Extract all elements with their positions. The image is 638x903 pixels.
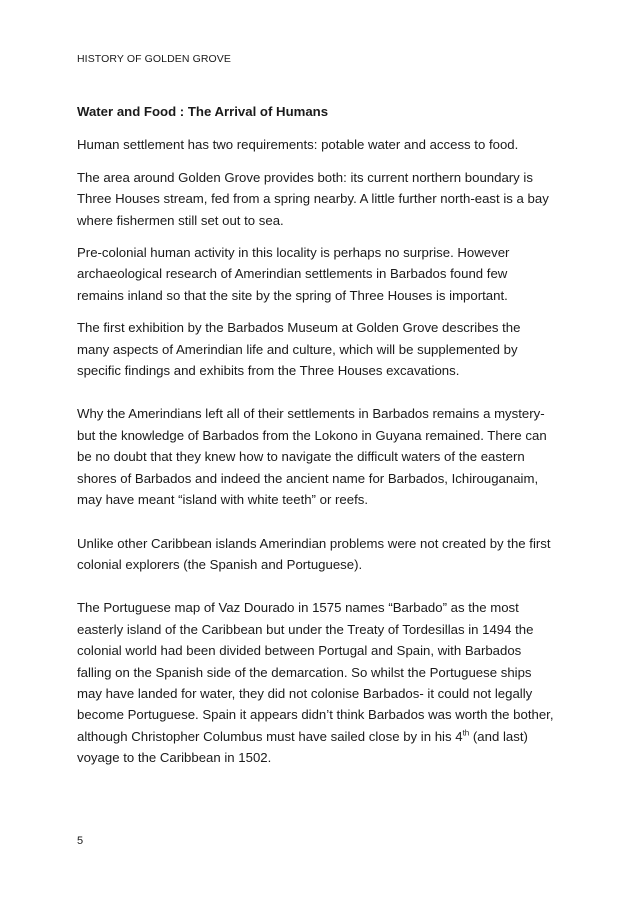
paragraph: The area around Golden Grove provides both: its current northern boundary is Three Houses stream, fed from a spring nearby. A little further north-east is a bay where fishermen still set out to sea. [77, 169, 549, 228]
paragraph: The first exhibition by the Barbados Museum at Golden Grove describes the many aspects of Amerindian life and culture, which will be supplemented by specific findings and exhibits from the Three Houses excavations. [77, 320, 521, 379]
page-number: 5 [77, 835, 84, 847]
section-heading: Water and Food : The Arrival of Humans [77, 104, 329, 119]
running-header: HISTORY OF GOLDEN GROVE [77, 53, 232, 65]
paragraph: Human settlement has two requirements: potable water and access to food. [77, 137, 519, 153]
paragraph: Why the Amerindians left all of their settlements in Barbados remains a mystery- but the knowledge of Barbados from the Lokono in Guyana remained. There can be no doubt that they knew how to navigate the difficult waters of the eastern shores of Barbados and indeed the ancient name for Barbados, Ichirouganaim, may have meant “island with white teeth” or reefs. [77, 406, 547, 508]
paragraph: Pre-colonial human activity in this locality is perhaps no surprise. However archaeological research of Amerindian settlements in Barbados found few remains inland so that the site by the spring of Three Houses is important. [77, 245, 510, 303]
paragraph-text-end: (and last) voyage to the Caribbean in 1502. [77, 728, 528, 766]
document-body [77, 101, 555, 769]
ordinal-superscript: th [462, 728, 470, 738]
paragraph-final [77, 597, 555, 768]
paragraph-text: The Portuguese map of Vaz Dourado in 1575 names “Barbado” as the most easterly island of the Caribbean but under the Treaty of Tordesillas in 1494 the colonial world had been divided between Portugal and Spain, with Barbados falling on the Spanish side of the demarcation. So whilst the Portuguese ships may have landed for water, they did not colonise Barbados- it could not legally become Portuguese. Spain it appears didn’t think Barbados was worth the bother, although Christopher Columbus must have sailed close by in his 4 [77, 600, 554, 744]
paragraph: Unlike other Caribbean islands Amerindian problems were not created by the first colonial explorers (the Spanish and Portuguese). [77, 535, 551, 572]
